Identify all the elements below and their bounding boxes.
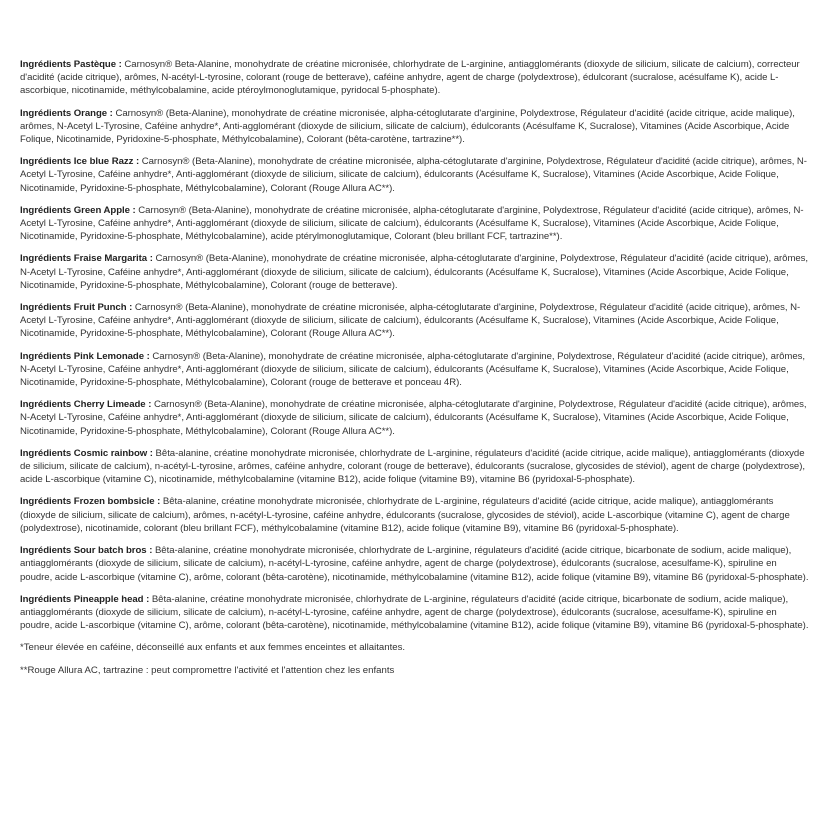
ingredients-paragraph-cherry-limeade [20, 398, 811, 438]
ingredients-paragraph-orange [20, 107, 811, 147]
ingredients-paragraph-frozen-bombsicle [20, 495, 811, 535]
ingredients-text: Carnosyn® (Beta-Alanine), monohydrate de créatine micronisée, alpha-cétoglutarate d'arginine, Polydextrose, Régulateur d'acidité (acide citrique), arômes, N-Acetyl L-Tyrosine, Caféine anhydre*, Anti-agglomérant (dioxyde de silicium, silicate de calcium), édulcorants (Acésulfame K, Sucralose), Vitamines (Acide Ascorbique, Acide Folique, Nicotinamide, Pyridoxine-5-phosphate, Méthylcobalamine), Colorant (rouge de betterave et ponceau 4R). [20, 350, 805, 389]
ingredients-text: Carnosyn® (Beta-Alanine), monohydrate de créatine micronisée, alpha-cétoglutarate d'arginine, Polydextrose, Régulateur d'acidité (acide citrique), arômes, N-Acetyl L-Tyrosine, Caféine anhydre*, Anti-agglomérant (dioxyde de silicium, silicate de calcium), édulcorants (Acésulfame K, Sucralose), Vitamines (Acide Ascorbique, Acide Folique, Nicotinamide, Pyridoxine-5-phosphate, Méthylcobalamine), Colorant (Rouge Allura AC**). [20, 156, 807, 194]
ingredients-label: Ingrédients Cosmic rainbow : [20, 447, 153, 459]
ingredients-label: Ingrédients Frozen bombsicle : [20, 496, 161, 508]
ingredients-text: Bêta-alanine, créatine monohydrate micronisée, chlorhydrate de L-arginine, régulateurs d'acidité (acide citrique, acide malique), antiagglomérants (dioxyde de silicium, silicate de calcium), arômes, n-acétyl-L-tyrosine, caféine anhydre, édulcorants (sucralose, glycosides de stéviol), acide L-ascorbique (vitamine C), agent de charge (polydextrose), nicotinamide, colorant (bleu brillant FCF), méthylcobalamine (vitamine B12), acide folique (vitamine B9), vitamine B6 (pyridoxal-5-phosphate). [20, 496, 790, 534]
ingredients-label: Ingrédients Pineapple head : [20, 593, 150, 605]
ingredients-paragraph-ice-blue-razz [20, 155, 811, 195]
ingredients-label: Ingrédients Fruit Punch : [20, 302, 133, 314]
ingredients-paragraph-fraise-margarita [20, 252, 811, 292]
ingredients-text: Bêta-alanine, créatine monohydrate micronisée, chlorhydrate de L-arginine, régulateurs d'acidité (acide citrique, acide malique), antiagglomérants (dioxyde de silicium, silicate de calcium), n-acétyl-L-tyrosine, arômes, caféine anhydre, colorant (rouge de betterave), édulcorants (sucralose, glycosides de stéviol), agent de charge (polydextrose), acide L-ascorbique (vitamine C), nicotinamide, méthylcobalamine (vitamine B12), acide folique (vitamine B9), vitamine B6 (pyridoxal-5-phosphate). [20, 447, 805, 486]
ingredients-text: Carnosyn® (Beta-Alanine), monohydrate de créatine micronisée, alpha-cétoglutarate d'arginine, Polydextrose, Régulateur d'acidité (acide citrique), arômes, N-Acetyl L-Tyrosine, Caféine anhydre*, Anti-agglomérant (dioxyde de silicium, silicate de calcium), édulcorants (Acésulfame K, Sucralose), Vitamines (Acide Ascorbique, Acide Folique, Nicotinamide, Pyridoxine-5-phosphate, Méthylcobalamine), Colorant (Rouge Allura AC**). [20, 399, 807, 437]
ingredients-text: Carnosyn® (Beta-Alanine), monohydrate de créatine micronisée, alpha-cétoglutarate d'arginine, Polydextrose, Régulateur d'acidité (acide citrique), arômes, N-Acetyl L-Tyrosine, Caféine anhydre*, Anti-agglomérant (dioxyde de silicium, silicate de calcium), édulcorants (Acésulfame K, Sucralose), Vitamines (Acide Ascorbique, Acide Folique, Nicotinamide, Pyridoxine-5-phosphate, Méthylcobalamine), Colorant (rouge de betterave). [20, 253, 809, 291]
ingredients-label: Ingrédients Cherry Limeade : [20, 399, 152, 411]
ingredients-paragraph-cosmic-rainbow [20, 447, 811, 487]
ingredients-text: Carnosyn® (Beta-Alanine), monohydrate de créatine micronisée, alpha-cétoglutarate d'arginine, Polydextrose, Régulateur d'acidité (acide citrique), arômes, N-Acetyl L-Tyrosine, Caféine anhydre*, Anti-agglomérant (dioxyde de silicium, silicate de calcium), édulcorants (Acésulfame K, Sucralose), Vitamines (Acide Ascorbique, Acide Folique, Nicotinamide, Pyridoxine-5-phosphate, Méthylcobalamine), acide ptérylmonoglutamique, Colorant (bleu brillant FCF, tartrazine**). [20, 204, 804, 243]
ingredients-label: Ingrédients Ice blue Razz : [20, 156, 140, 168]
ingredients-text: Carnosyn® (Beta-Alanine), monohydrate de créatine micronisée, alpha-cétoglutarate d'arginine, Polydextrose, Régulateur d'acidité (acide citrique), arômes, N-Acetyl L-Tyrosine, Caféine anhydre*, Anti-agglomérant (dioxyde de silicium, silicate de calcium), édulcorants (Acésulfame K, Sucralose), Vitamines (Acide Ascorbique, Acide Folique, Nicotinamide, Pyridoxine-5-phosphate, Méthylcobalamine), Colorant (Rouge Allura AC**). [20, 302, 801, 340]
ingredients-label: Ingrédients Sour batch bros : [20, 545, 153, 557]
ingredients-paragraph-fruit-punch [20, 301, 811, 341]
colorant-warning-note: **Rouge Allura AC, tartrazine : peut compromettre l'activité et l'attention chez les enfants [20, 664, 395, 676]
ingredients-paragraph-green-apple [20, 204, 811, 244]
ingredients-text: Bêta-alanine, créatine monohydrate micronisée, chlorhydrate de L-arginine, régulateurs d'acidité (acide citrique, bicarbonate de sodium, acide malique), antiagglomérants (dioxyde de silicium, silicate de calcium), n-acétyl-L-tyrosine, caféine anhydre, agent de charge (polydextrose), édulcorants (sucralose, acesulfame-K), spiruline en poudre, acide L-ascorbique (vitamine C), arôme, colorant (bêta-carotène), nicotinamide, méthylcobalamine (vitamine B12), acide folique (vitamine B9), vitamine B6 (pyridoxal-5-phosphate). [20, 593, 809, 632]
ingredients-label: Ingrédients Pink Lemonade : [20, 350, 150, 362]
caffeine-warning-note: *Teneur élevée en caféine, déconseillé aux enfants et aux femmes enceintes et allaitantes. [20, 642, 406, 654]
ingredients-paragraph-sour-batch-bros [20, 544, 811, 584]
ingredients-label: Ingrédients Pastèque : [20, 59, 122, 70]
ingredients-text: Carnosyn® (Beta-Alanine), monohydrate de créatine micronisée, alpha-cétoglutarate d'arginine, Polydextrose, Régulateur d'acidité (acide citrique, acide malique), arômes, N-Acetyl L-Tyrosine, Caféine anhydre*, Anti-agglomérant (dioxyde de silicium, silicate de calcium), édulcorants (Acésulfame K, Sucralose), Vitamines (Acide Ascorbique, Acide Folique, Nicotinamide, Pyridoxine-5-phosphate, Méthylcobalamine), Colorant (bêta-carotène, tartrazine**). [20, 107, 795, 146]
ingredients-paragraph-pink-lemonade [20, 350, 811, 390]
ingredients-label: Ingrédients Green Apple : [20, 204, 136, 216]
ingredients-paragraph-pasteque [20, 58, 811, 98]
ingredients-text: Bêta-alanine, créatine monohydrate micronisée, chlorhydrate de L-arginine, régulateurs d'acidité (acide citrique, bicarbonate de sodium, acide malique), antiagglomérants (dioxyde de silicium, silicate de calcium), n-acétyl-L-tyrosine, caféine anhydre, agent de charge (polydextrose), édulcorants (sucralose, acesulfame-K), spiruline en poudre, acide L-ascorbique (vitamine C), arôme, colorant (bêta-carotène), nicotinamide, méthylcobalamine (vitamine B12), acide folique (vitamine B9), vitamine B6 (pyridoxal-5-phosphate). [20, 545, 809, 583]
ingredients-label: Ingrédients Orange : [20, 107, 113, 119]
ingredients-text: Carnosyn® Beta-Alanine, monohydrate de créatine micronisée, chlorhydrate de L-arginine, antiagglomérants (dioxyde de silicium, silicate de calcium), correcteur d'acidité (acide citrique), arômes, N-acétyl-L-tyrosine, colorant (rouge de betterave), caféine anhydre, agent de charge (polydextrose), édulcorant (sucralose, acésulfame K), acide L-ascorbique, nicotinamide, méthylcobalamine, acide ptéroylmonoglutamique, pyridocal 5-phosphate). [20, 59, 800, 97]
ingredients-label: Ingrédients Fraise Margarita : [20, 253, 153, 265]
ingredients-paragraph-pineapple-head [20, 593, 811, 633]
